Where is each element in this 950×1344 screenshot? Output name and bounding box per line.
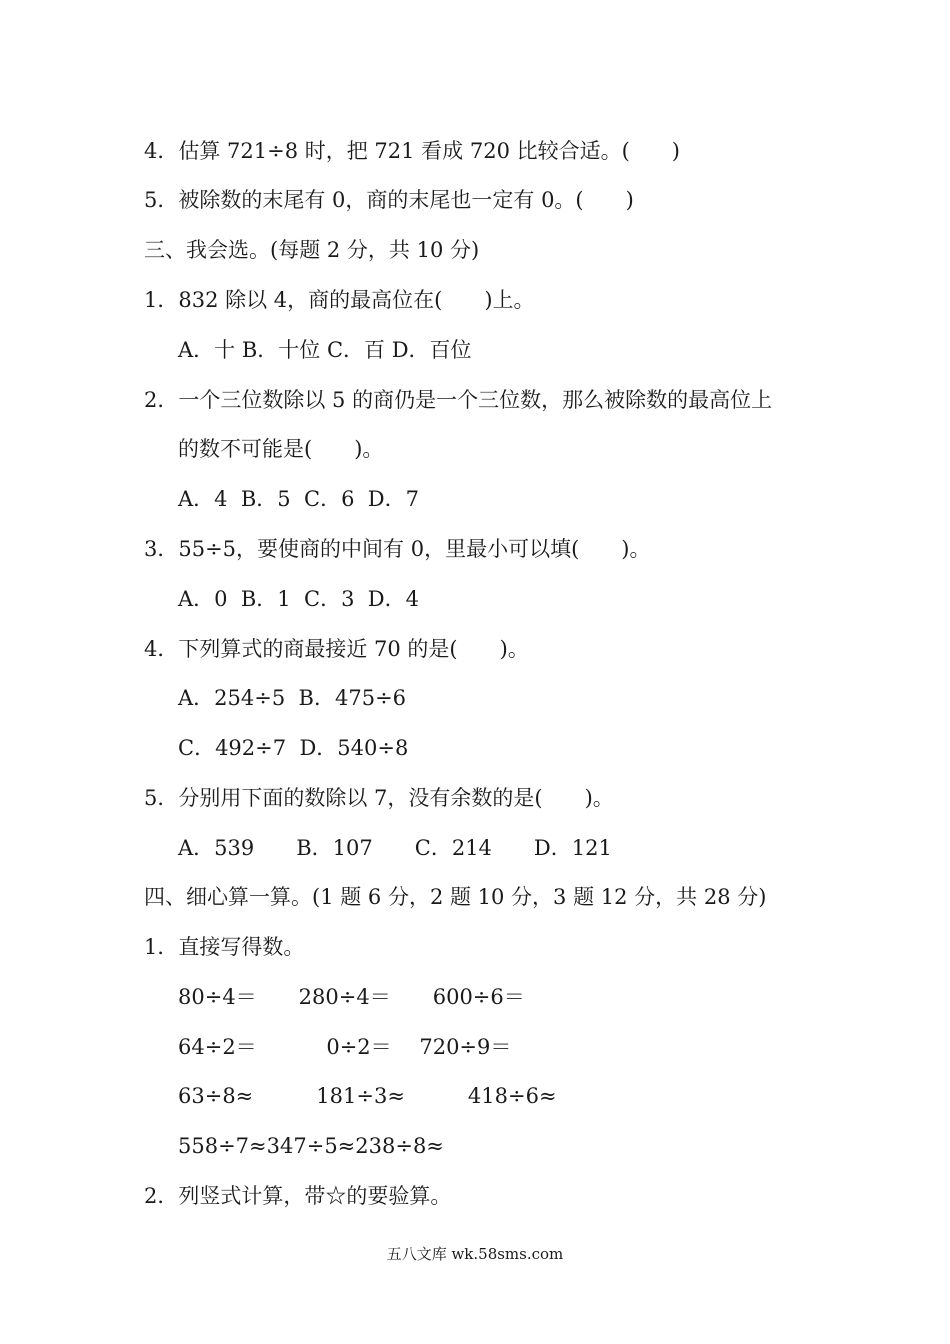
question-choice-3: 3．55÷5，要使商的中间有 0，里最小可以填( )。	[144, 537, 651, 561]
options-choice-1: A．十 B．十位 C．百 D．百位	[178, 338, 472, 362]
options-choice-5: A．539 B．107 C．214 D．121	[178, 836, 612, 860]
question-choice-2-cont: 的数不可能是( )。	[178, 437, 384, 461]
calc-row-2: 64÷2＝ 0÷2＝ 720÷9＝	[178, 1035, 512, 1059]
options-choice-4-cd: C．492÷7 D．540÷8	[178, 736, 409, 760]
question-choice-5: 5．分别用下面的数除以 7，没有余数的是( )。	[144, 786, 614, 810]
question-judge-5: 5．被除数的末尾有 0，商的末尾也一定有 0。( )	[144, 188, 634, 212]
calc-row-1: 80÷4＝ 280÷4＝ 600÷6＝	[178, 985, 525, 1009]
question-choice-1: 1．832 除以 4，商的最高位在( )上。	[144, 288, 535, 312]
calc-row-4: 558÷7≈347÷5≈238÷8≈	[178, 1134, 444, 1158]
calc-row-3: 63÷8≈ 181÷3≈ 418÷6≈	[178, 1084, 557, 1108]
options-choice-2: A．4 B．5 C．6 D．7	[178, 487, 419, 511]
section-heading-calc: 四、细心算一算。(1 题 6 分，2 题 10 分，3 题 12 分，共 28 分)	[144, 885, 767, 909]
options-choice-4-ab: A．254÷5 B．475÷6	[178, 686, 407, 710]
options-choice-3: A．0 B．1 C．3 D．4	[178, 587, 419, 611]
question-calc-2: 2．列竖式计算，带☆的要验算。	[144, 1184, 452, 1208]
footer-watermark: 五八文库 wk.58sms.com	[386, 1245, 564, 1263]
question-choice-4: 4．下列算式的商最接近 70 的是( )。	[144, 637, 529, 661]
question-calc-1: 1．直接写得数。	[144, 935, 305, 959]
section-heading-choice: 三、我会选。(每题 2 分，共 10 分)	[144, 238, 480, 262]
question-judge-4: 4．估算 721÷8 时，把 721 看成 720 比较合适。( )	[144, 139, 681, 163]
question-choice-2: 2．一个三位数除以 5 的商仍是一个三位数，那么被除数的最高位上	[144, 388, 773, 412]
